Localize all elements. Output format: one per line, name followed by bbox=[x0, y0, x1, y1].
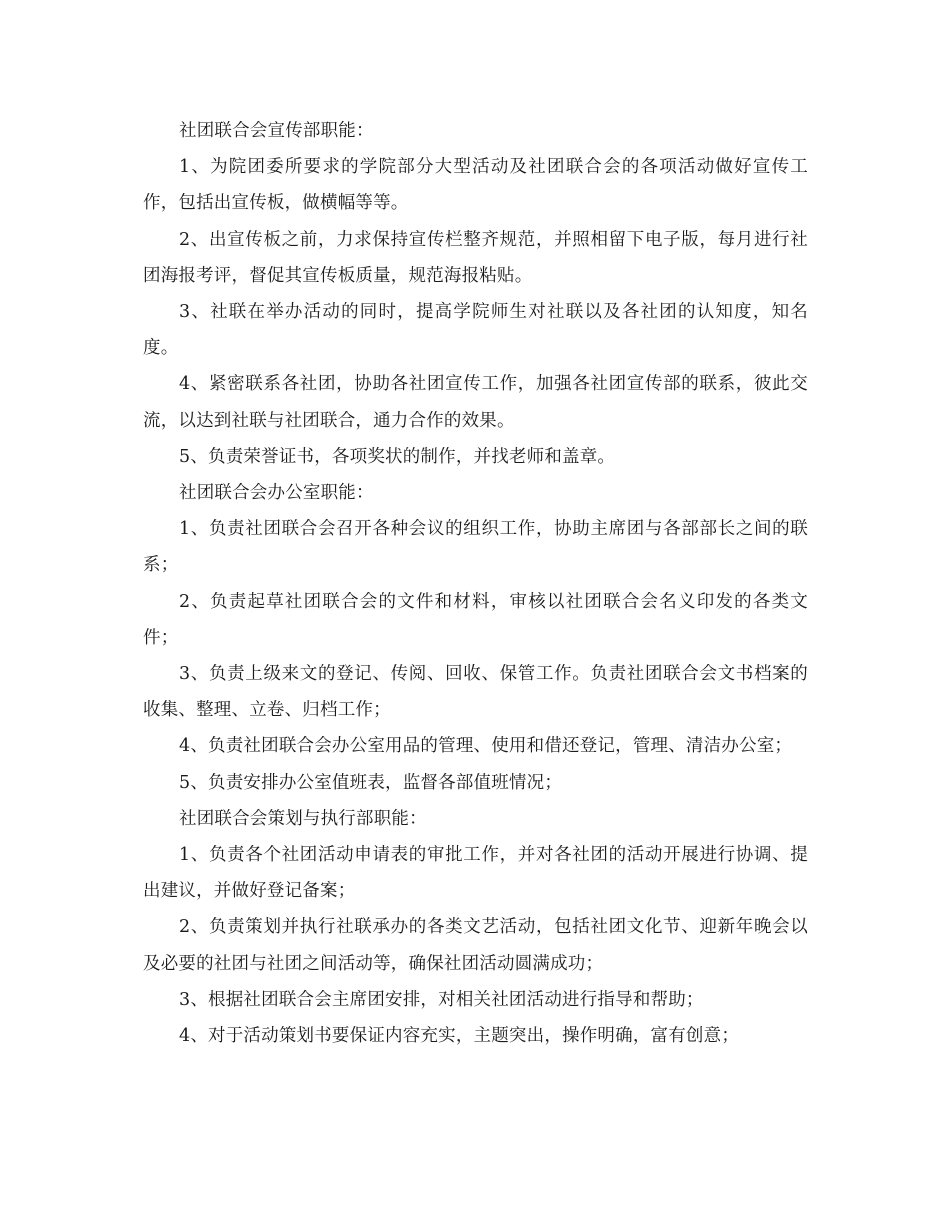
publicity-item-1: 1、为院团委所要求的学院部分大型活动及社团联合会的各项活动做好宣传工作，包括出宣传板，做横幅等等。 bbox=[143, 157, 808, 214]
publicity-item-5: 5、负责荣誉证书，各项奖状的制作，并找老师和盖章。 bbox=[179, 446, 616, 467]
office-item-3: 3、负责上级来文的登记、传阅、回收、保管工作。负责社团联合会文书档案的收集、整理、立卷、归档工作； bbox=[143, 664, 808, 721]
planning-item-1: 1、负责各个社团活动申请表的审批工作，并对各社团的活动开展进行协调、提出建议，并做好登记备案； bbox=[143, 845, 808, 902]
planning-item-3: 3、根据社团联合会主席团安排，对相关社团活动进行指导和帮助； bbox=[179, 989, 704, 1010]
publicity-item-2: 2、出宣传板之前，力求保持宣传栏整齐规范，并照相留下电子版，每月进行社团海报考评，督促其宣传板质量，规范海报粘贴。 bbox=[143, 229, 808, 286]
office-item-4: 4、负责社团联合会办公室用品的管理、使用和借还登记，管理、清洁办公室； bbox=[179, 736, 793, 757]
publicity-item-4: 4、紧密联系各社团，协助各社团宣传工作，加强各社团宣传部的联系，彼此交流，以达到社联与社团联合，通力合作的效果。 bbox=[143, 374, 808, 431]
planning-item-4: 4、对于活动策划书要保证内容充实，主题突出，操作明确，富有创意； bbox=[179, 1026, 740, 1047]
publicity-item-3: 3、社联在举办活动的同时，提高学院师生对社联以及各社团的认知度，知名度。 bbox=[143, 302, 808, 359]
planning-item-2: 2、负责策划并执行社联承办的各类文艺活动，包括社团文化节、迎新年晚会以及必要的社团与社团之间活动等，确保社团活动圆满成功； bbox=[143, 917, 808, 974]
document-body bbox=[143, 113, 808, 1054]
office-item-2: 2、负责起草社团联合会的文件和材料，审核以社团联合会名义印发的各类文件； bbox=[143, 591, 808, 648]
section-heading-publicity: 社团联合会宣传部职能： bbox=[179, 121, 374, 141]
office-item-5: 5、负责安排办公室值班表，监督各部值班情况； bbox=[179, 772, 563, 793]
section-heading-planning: 社团联合会策划与执行部职能： bbox=[179, 808, 427, 829]
office-item-1: 1、负责社团联合会召开各种会议的组织工作，协助主席团与各部部长之间的联系； bbox=[143, 519, 808, 576]
section-heading-office: 社团联合会办公室职能： bbox=[179, 483, 374, 504]
